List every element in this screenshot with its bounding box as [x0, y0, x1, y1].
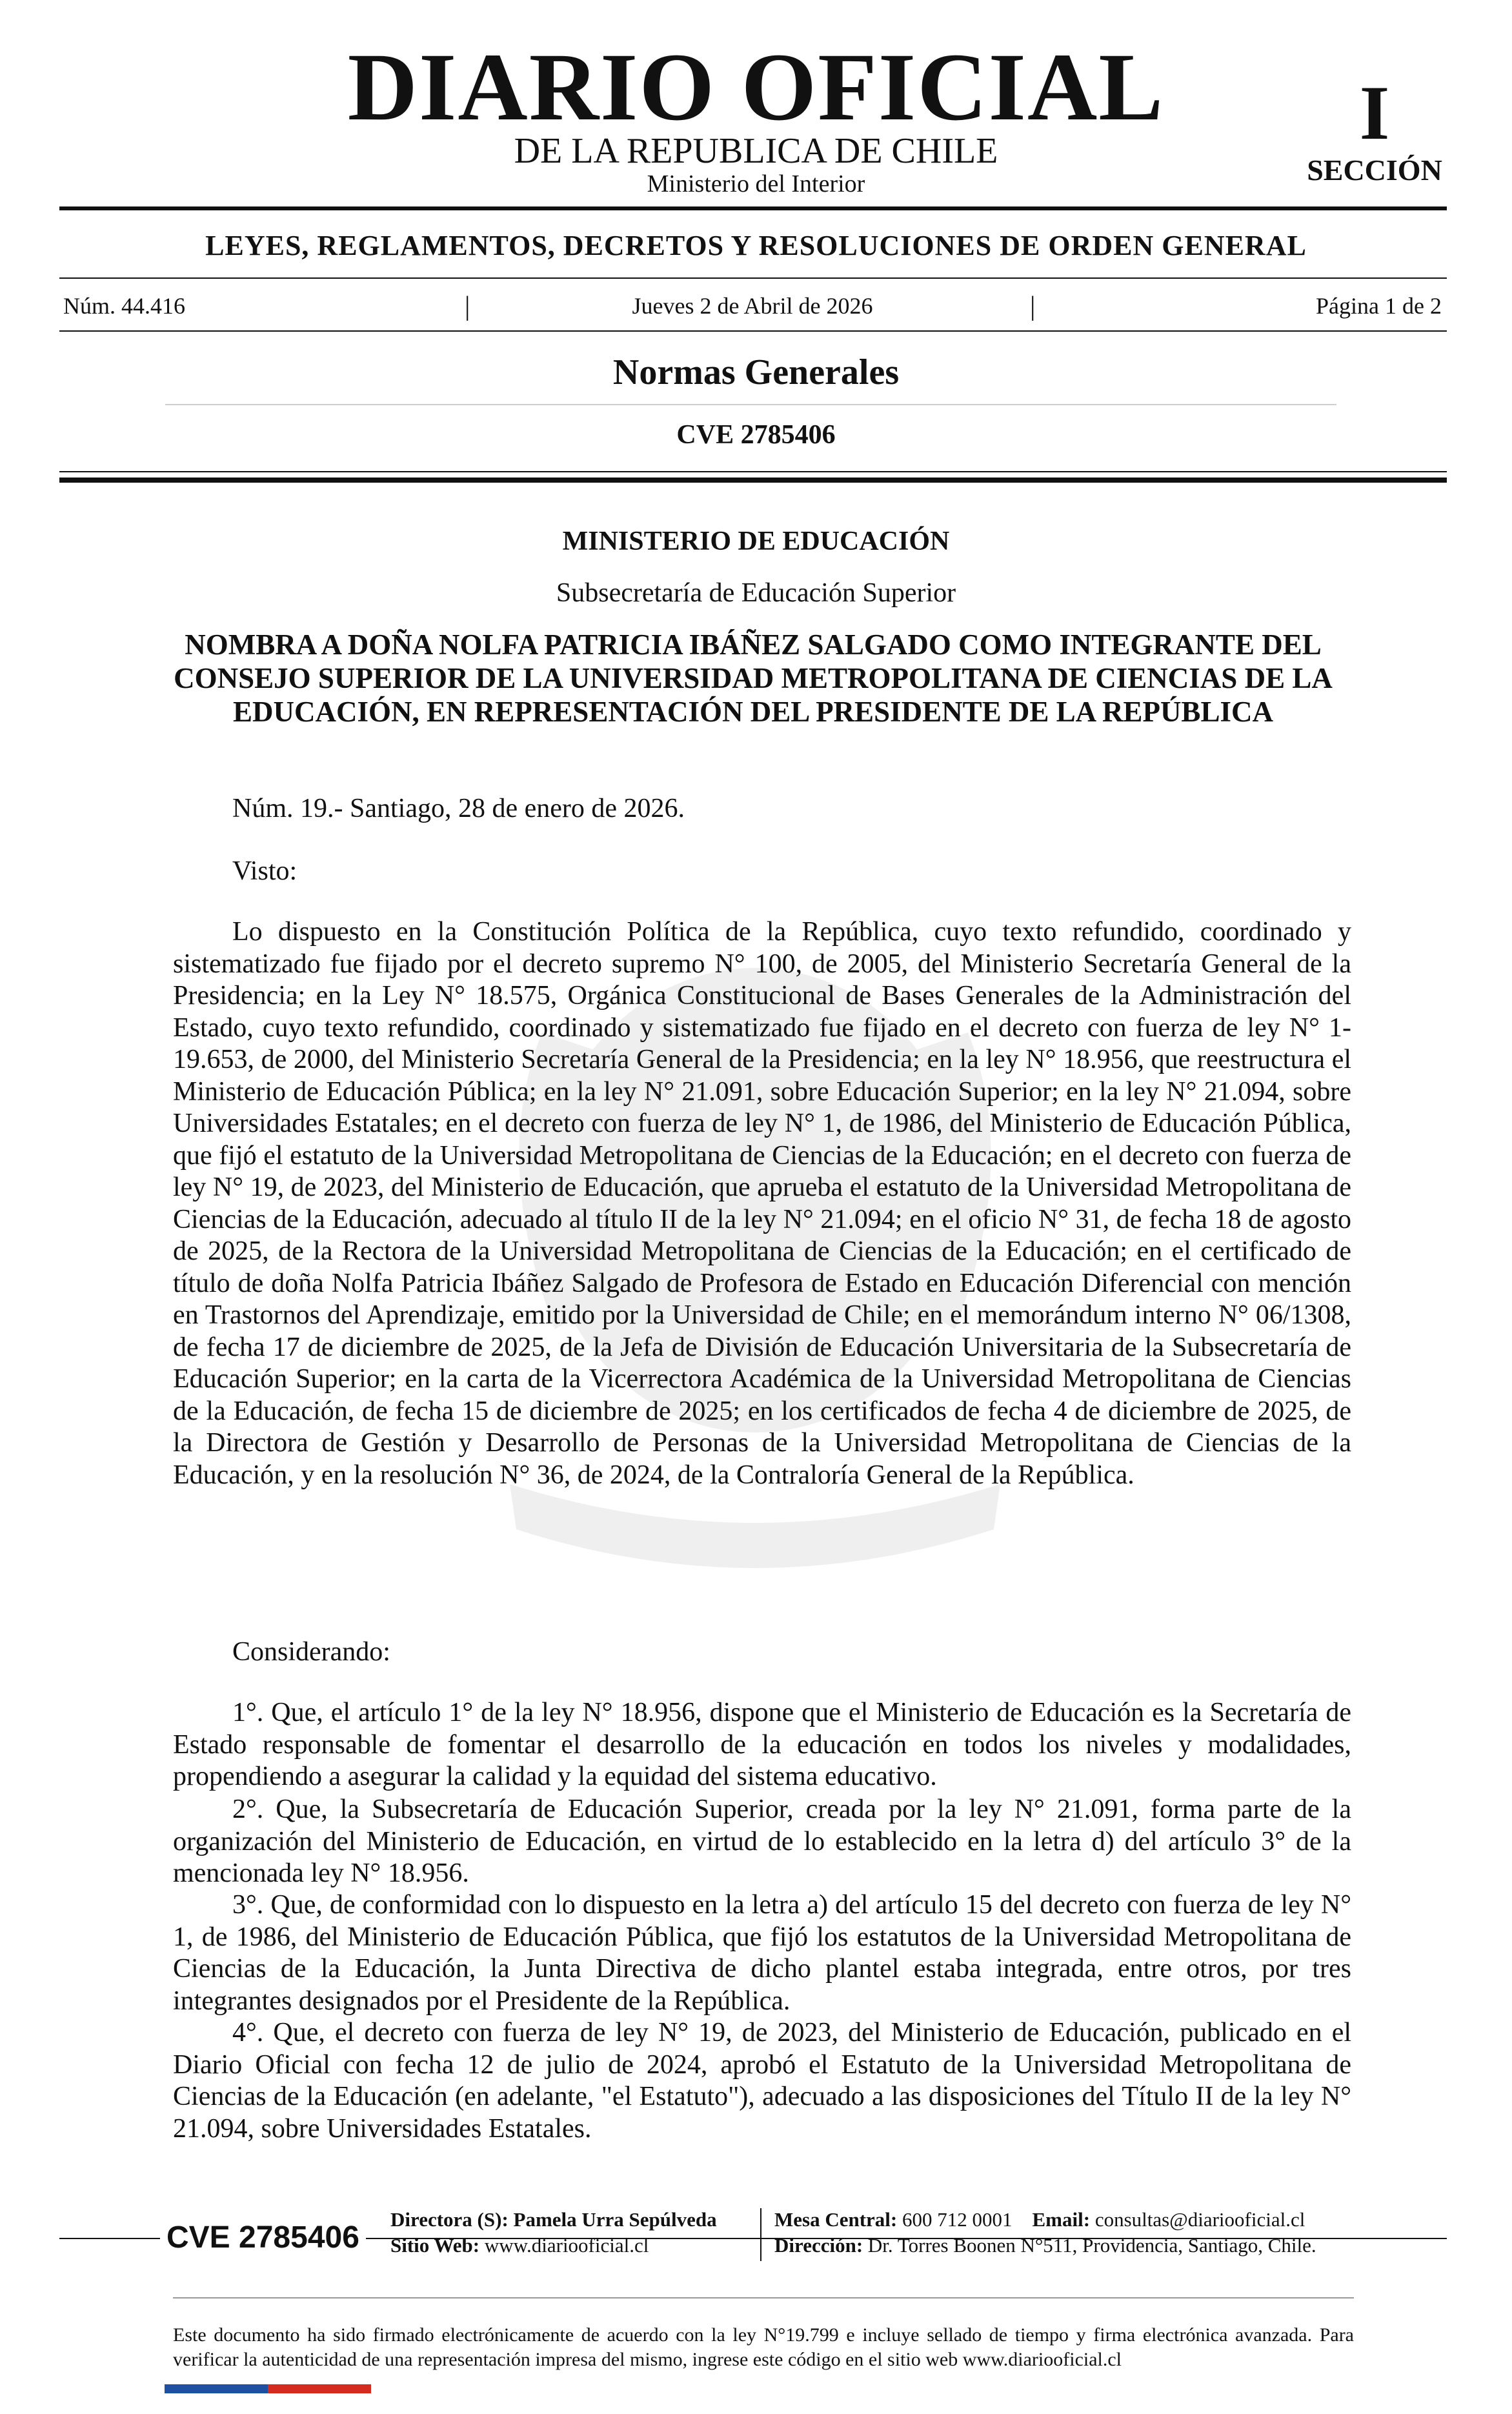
directora-name: Pamela Urra Sepúlveda [513, 2208, 717, 2231]
mesa-label: Mesa Central: [774, 2208, 898, 2231]
cve-rule-thick [59, 478, 1447, 483]
section-indicator [1297, 70, 1452, 186]
mesa-value: 600 712 0001 [902, 2208, 1013, 2231]
issue-date: Jueves 2 de Abril de 2026 [632, 293, 873, 319]
considerando-item: 2°. Que, la Subsecretaría de Educación Superior, creada por la ley N° 21.091, forma parte de la organización del Ministerio de Educación, en virtud de lo establecido en la letra d) del artículo 3° de la mencionada ley N° 18.956. [173, 1795, 1351, 1888]
considerando-item: 3°. Que, de conformidad con lo dispuesto en la letra a) del artículo 15 del decreto con fuerza de ley N° 1, de 1986, del Ministerio de Educación Pública, que fijó los estatutos de la Universidad Metropolitana de Ciencias de la Educación, la Junta Directiva de dicho plantel estaba integrada, entre otros, por tres integrantes designados por el Presidente de la República. [173, 1890, 1351, 2016]
email-label: Email: [1032, 2208, 1091, 2231]
section-heading: Normas Generales [612, 352, 900, 392]
footer-divider [760, 2208, 761, 2261]
footer-note-rule [173, 2297, 1354, 2298]
flag-segment [268, 2384, 319, 2393]
section-heading-divider [165, 404, 1336, 405]
issuing-subsecretaria: Subsecretaría de Educación Superior [556, 578, 956, 608]
considerando-label: Considerando: [232, 1637, 390, 1667]
header-rule-middle [59, 277, 1447, 279]
flag-segment [165, 2384, 216, 2393]
issue-separator: | [465, 292, 470, 321]
masthead-ministry: Ministerio del Interior [647, 170, 865, 197]
flag-segment [319, 2384, 371, 2393]
direccion-value: Dr. Torres Boonen N°511, Providencia, Santiago, Chile. [867, 2234, 1316, 2257]
section-label: SECCIÓN [1307, 154, 1442, 186]
footer-contact-right [774, 2207, 1316, 2258]
issue-row [63, 292, 1442, 325]
sitio-label: Sitio Web: [390, 2234, 480, 2257]
flag-segment [216, 2384, 268, 2393]
issue-number: Núm. 44.416 [63, 293, 185, 319]
direccion-label: Dirección: [774, 2234, 863, 2257]
considerando-item: 1°. Que, el artículo 1° de la ley N° 18.956, dispone que el Ministerio de Educación es la Secretaría de Estado responsable de fomentar el desarrollo de la educación en todos los niveles y modalidades, propendiendo a asegurar la calidad y la equidad del sistema educativo. [173, 1698, 1351, 1791]
masthead-title: DIARIO OFICIAL [347, 34, 1165, 141]
cve-code: CVE 2785406 [676, 420, 836, 450]
section-number: I [1359, 70, 1390, 156]
visto-label: Visto: [232, 856, 297, 886]
signature-note: Este documento ha sido firmado electrónicamente de acuerdo con la ley N°19.799 e incluye sellado de tiempo y firma electrónica avanzada. Para verificar la autenticidad de una representación impresa del mismo, ingrese este código en el sitio web www.diariooficial.cl [173, 2324, 1354, 2370]
masthead-subtitle: DE LA REPUBLICA DE CHILE [514, 131, 998, 171]
flag-color-bar [165, 2384, 371, 2393]
header-rule-bottom [59, 330, 1447, 332]
directora-label: Directora (S): [390, 2208, 509, 2231]
visto-paragraph: Lo dispuesto en la Constitución Política de la República, cuyo texto refundido, coordinado y sistematizado fue fijado por el decreto supremo N° 100, de 2005, del Ministerio Secretaría General de la Presidencia; en la Ley N° 18.575, Orgánica Constitucional de Bases Generales de la Administración del Estado, cuyo texto refundido, coordinado y sistematizado fue fijado en el decreto con fuerza de ley N° 1-19.653, de 2000, del Ministerio Secretaría General de la Presidencia; en la ley N° 18.956, que reestructura el Ministerio de Educación Pública; en la ley N° 21.091, sobre Educación Superior; en la ley N° 21.094, sobre Universidades Estatales; en el decreto con fuerza de ley N° 1, de 1986, del Ministerio de Educación Pública, que fijó el estatuto de la Universidad Metropolitana de Ciencias de la Educación; en el decreto con fuerza de ley N° 19, de 2023, del Ministerio de Educación, que aprueba el estatuto de la Universidad Metropolitana de Ciencias de la Educación, adecuado al título II de la ley N° 21.094; en el oficio N° 31, de fecha 18 de agosto de 2025, de la Rectora de la Universidad Metropolitana de Ciencias de la Educación; en el certificado de título de doña Nolfa Patricia Ibáñez Salgado de Profesora de Estado en Educación Diferencial con mención en Trastornos del Aprendizaje, emitido por la Universidad de Chile; en el memorándum interno N° 06/1308, de fecha 17 de diciembre de 2025, de la Jefa de División de Educación Universitaria de la Subsecretaría de Educación Superior; en la carta de la Vicerrectora Académica de la Universidad Metropolitana de Ciencias de la Educación, de fecha 15 de diciembre de 2025; en los certificados de fecha 4 de diciembre de 2025, de la Directora de Gestión y Desarrollo de Personas de la Universidad Metropolitana de Ciencias de la Educación, y en la resolución N° 36, de 2024, de la Contraloría General de la República. [173, 917, 1351, 1490]
cve-rule-thin [59, 471, 1447, 472]
sitio-link[interactable]: www.diariooficial.cl [484, 2234, 649, 2257]
issue-separator: | [1030, 292, 1036, 321]
laws-line: LEYES, REGLAMENTOS, DECRETOS Y RESOLUCIONES DE ORDEN GENERAL [205, 230, 1307, 261]
decree-number-line: Núm. 19.- Santiago, 28 de enero de 2026. [232, 794, 685, 823]
considerando-item: 4°. Que, el decreto con fuerza de ley N° 19, de 2023, del Ministerio de Educación, publicado en el Diario Oficial con fecha 12 de julio de 2024, aprobó el Estatuto de la Universidad Metropolitana de Ciencias de la Educación (en adelante, "el Estatuto"), adecuado a las disposiciones del Título II de la ley N° 21.094, sobre Universidades Estatales. [173, 2018, 1351, 2144]
header-rule-top [59, 206, 1447, 210]
issuing-ministry: MINISTERIO DE EDUCACIÓN [562, 527, 950, 556]
email-link[interactable]: consultas@diariooficial.cl [1094, 2208, 1305, 2231]
footer-contact-left [390, 2207, 717, 2258]
footer-cve: CVE 2785406 [160, 2220, 366, 2255]
document-title: NOMBRA A DOÑA NOLFA PATRICIA IBÁÑEZ SALGADO COMO INTEGRANTE DEL CONSEJO SUPERIOR DE LA UNIVERSIDAD METROPOLITANA DE CIENCIAS DE LA EDUCACIÓN, EN REPRESENTACIÓN DEL PRESIDENTE DE LA REPÚBLICA [174, 629, 1333, 728]
issue-page: Página 1 de 2 [1316, 293, 1442, 319]
